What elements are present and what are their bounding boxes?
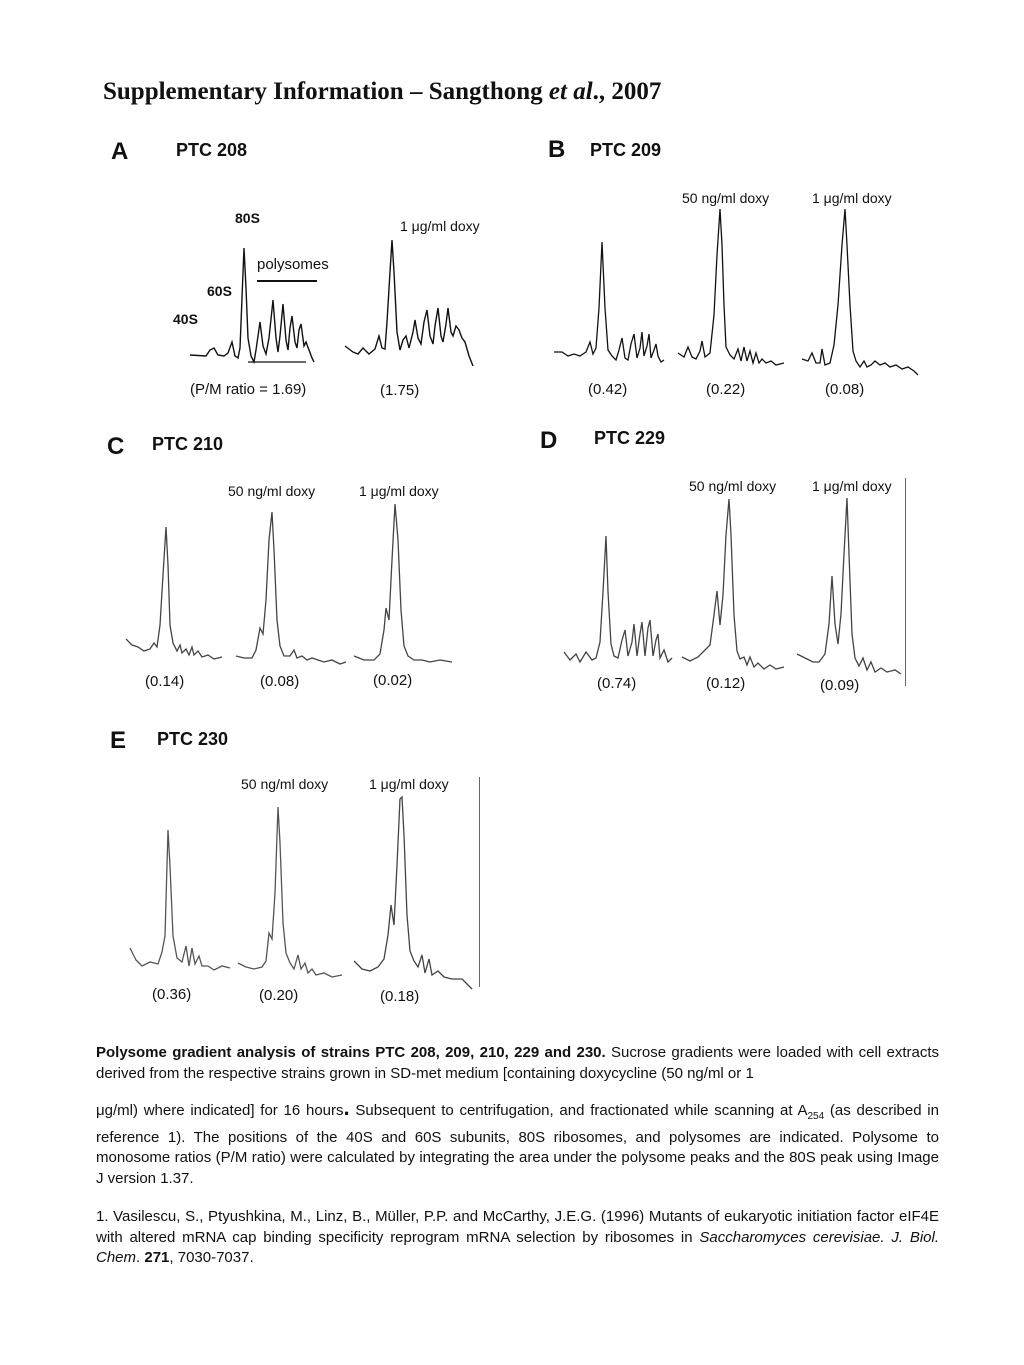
panel-letter-b: B [548, 136, 566, 163]
panel-letter-c: C [107, 433, 125, 460]
ratio-c-1: (0.14) [145, 673, 185, 690]
panel-letter-d: D [540, 427, 558, 454]
trace-d-2 [680, 495, 790, 675]
ratio-a-1: (P/M ratio = 1.69) [190, 381, 307, 398]
ratio-c-3: (0.02) [373, 672, 413, 689]
doxy-label-e-1ug: 1 μg/ml doxy [369, 776, 449, 792]
polysomes-label: polysomes [257, 256, 329, 273]
strain-label-e: PTC 230 [157, 729, 229, 749]
ratio-e-1: (0.36) [152, 986, 192, 1003]
figure-caption [96, 1043, 939, 1084]
trace-e-3 [352, 795, 480, 990]
strain-label-d: PTC 229 [594, 428, 666, 448]
caption-text-4: (as described in reference 1). The positions of the 40S and 60S subunits, 80S ribosomes, and polysomes are indicated. Polysome to monosome ratios (P/M ratio) were calculated by integrating the area under the polysome peaks and the 80S peak using Image J version 1.37. [96, 1102, 939, 1187]
caption-text-2: μg/ml) where indicated] for 16 hours [96, 1102, 344, 1119]
trace-c-3 [352, 500, 462, 665]
panel-d-edge-line [905, 478, 906, 686]
trace-b-1 [552, 238, 667, 368]
caption-text-1: Sucrose gradients were loaded with cell extracts derived from the respective strains grown in SD-met medium [containing doxycycline (50 ng/ml or 1 [96, 1044, 939, 1082]
doxy-label-d-1ug: 1 μg/ml doxy [812, 478, 892, 494]
reference-text: 1. Vasilescu, S., Ptyushkina, M., Linz, B., Müller, P.P. and McCarthy, J.E.G. (1996) Mutants of eukaryotic initiation factor eIF4E with altered mRNA cap binding specificity reprogram mRNA selection by ribosomes in [96, 1208, 939, 1246]
ratio-b-1: (0.42) [588, 381, 628, 398]
ratio-e-3: (0.18) [380, 988, 420, 1005]
ratio-d-2: (0.12) [706, 675, 746, 692]
trace-c-2 [234, 510, 349, 670]
doxy-label-c-50ng: 50 ng/ml doxy [228, 483, 316, 499]
trace-a-1 [188, 238, 318, 368]
doxy-label-b-1ug: 1 μg/ml doxy [812, 190, 892, 206]
caption-text-3: Subsequent to centrifugation, and fractionated while scanning at A [349, 1102, 808, 1119]
caption-bold-lead: Polysome gradient analysis of strains PTC 208, 209, 210, 229 and 230. [96, 1044, 606, 1061]
panel-letter-a: A [111, 138, 129, 165]
doxy-label-c-1ug: 1 μg/ml doxy [359, 483, 439, 499]
strain-label-c: PTC 210 [152, 434, 224, 454]
ratio-a-2: (1.75) [380, 382, 420, 399]
peak-label-40s: 40S [173, 311, 198, 327]
trace-a-2 [343, 232, 478, 372]
trace-c-1 [124, 525, 229, 665]
doxy-label-d-50ng: 50 ng/ml doxy [689, 478, 777, 494]
strain-label-a: PTC 208 [176, 140, 248, 160]
reference-1: 1. Vasilescu, S., Ptyushkina, M., Linz, B., Müller, P.P. and McCarthy, J.E.G. (1996) Mutants of eukaryotic initiation factor eIF4E with altered mRNA cap binding specificity reprogram mRNA selection by ribosomes in Saccharomyces cerevisiae. J. Biol. Chem. 271, 7030-7037. [96, 1208, 939, 1266]
page-title: Supplementary Information – Sangthong et al., 2007 [103, 78, 662, 105]
ratio-b-2: (0.22) [706, 381, 746, 398]
doxy-label-b-50ng: 50 ng/ml doxy [682, 190, 770, 206]
trace-e-1 [128, 826, 238, 976]
peak-label-80s: 80S [235, 210, 260, 226]
trace-e-2 [236, 803, 351, 978]
ratio-c-2: (0.08) [260, 673, 300, 690]
trace-b-2 [676, 205, 791, 370]
reference-species: Saccharomyces cerevisiae [699, 1228, 881, 1246]
ratio-e-2: (0.20) [259, 987, 299, 1004]
trace-d-3 [795, 494, 905, 679]
peak-label-60s: 60S [207, 283, 232, 299]
reference-pages: , 7030-7037. [169, 1249, 254, 1266]
ratio-b-3: (0.08) [825, 381, 865, 398]
caption-dot: . [343, 1095, 350, 1120]
reference-journal: . J. Biol. Chem [96, 1228, 939, 1266]
caption-subscript: 254 [807, 1111, 825, 1122]
strain-label-b: PTC 209 [590, 140, 662, 160]
ratio-d-3: (0.09) [820, 677, 860, 694]
reference-volume: 271 [144, 1249, 170, 1266]
ratio-d-1: (0.74) [597, 675, 637, 692]
trace-d-1 [562, 532, 674, 667]
doxy-label-e-50ng: 50 ng/ml doxy [241, 776, 329, 792]
panel-letter-e: E [110, 727, 127, 754]
figure-caption-cont [96, 1095, 939, 1189]
trace-b-3 [800, 205, 922, 380]
doxy-label-a-1ug: 1 μg/ml doxy [400, 218, 480, 234]
